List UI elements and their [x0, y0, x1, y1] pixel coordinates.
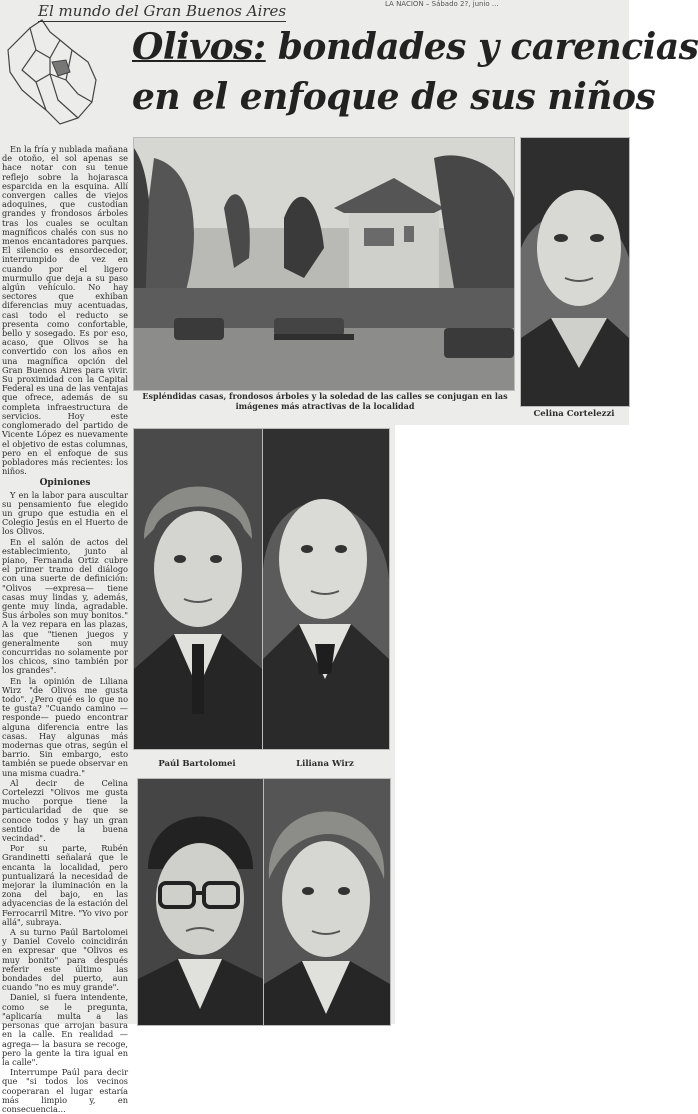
map-icon	[0, 10, 118, 130]
body-paragraph: Interrumpe Paúl para decir que "si todos los vecinos cooperaran el lugar estaría más limpio y, en consecuencia...	[2, 1067, 128, 1114]
headline	[132, 22, 698, 122]
article-body	[2, 144, 128, 1114]
body-paragraph: Al decir de Celina Cortelezzi "Olivos me gusta mucho porque tiene la particularidad de que se conoce todos y hay un gran sentido de la buena vecindad".	[2, 777, 128, 844]
portrait-paul-image	[134, 429, 262, 749]
portrait-boy-image	[264, 779, 390, 1025]
street-photo-image	[134, 138, 514, 390]
headline-line-2: en el enfoque de sus niños	[132, 76, 656, 118]
portrait-boy-glasses	[137, 778, 264, 1026]
headline-line-1-rest: bondades y carencias	[277, 26, 698, 68]
portrait-boy	[263, 778, 391, 1026]
street-photo	[133, 137, 515, 391]
headline-line-1	[132, 22, 698, 72]
street-photo-caption: Espléndidas casas, frondosos árboles y la soledad de las calles se conjugan en las imágenes más atractivas de la localidad	[142, 391, 508, 411]
portrait-paul	[133, 428, 263, 750]
body-paragraph: Daniel, si fuera intendente, como se le pregunta, "aplicaría multa a las personas que arrojan basura en la calle. En realidad —agrega— la basura se recoge, pero la gente la tira igual en la calle".	[2, 992, 128, 1067]
section-kicker: El mundo del Gran Buenos Aires	[38, 2, 287, 20]
portrait-paul-caption: Paúl Bartolomei	[158, 759, 236, 769]
body-paragraph: Por su parte, Rubén Grandinetti señalará que le encanta la localidad, pero puntualizará la necesidad de mejorar la iluminación en la zona del bajo, en las adyacencias de la estación del Ferrocarril Mitre. "Yo vivo por allá", subraya.	[2, 843, 128, 927]
body-paragraph: Y en la labor para auscultar su pensamiento fue elegido un grupo que estudia en el Colegio Jesús en el Huerto de los Olivos.	[2, 489, 128, 537]
body-paragraph: En el salón de actos del establecimiento, junto al piano, Fernanda Ortiz cubre el primer tramo del diálogo con una suerte de definición: "Olivos —expresa— tiene casas muy lindas y, además, gente muy linda, agradable. Sus árboles son muy bonitos." A la vez repara en las plazas, las que "tienen juegos y generalmente son muy concurridas no solamente por los chicos, sino también por los grandes".	[2, 536, 128, 676]
body-paragraph: En la opinión de Liliana Wirz "de Olivos me gusta todo". ¿Pero qué es lo que no te gusta? "Cuando camino —responde— puedo encontrar alguna diferencia entre las casas. Hay algunas más modernas que otras, según el barrio. Sin embargo, esto también se puede observar en una misma cuadra."	[2, 675, 128, 778]
portrait-celina	[520, 137, 630, 407]
portrait-liliana-image	[263, 429, 389, 749]
portrait-liliana	[262, 428, 390, 750]
masthead-strip: LA NACION – Sábado 2?, junio ...	[385, 0, 499, 8]
headline-place: Olivos:	[132, 26, 266, 68]
portrait-celina-image	[521, 138, 629, 406]
body-paragraph: En la fría y nublada mañana de otoño, el sol apenas se hace notar con su tenue reflejo sobre la hojarasca esparcida en la esquina. Allí convergen calles de viejos adoquines, que custodian grandes y frondosos árboles tras los cuales se ocultan magníficos chalés con sus no menos encantadores parques. El silencio es ensordecedor, interrumpido de vez en cuando por el ligero murmullo que deja a su paso algún vehículo. No hay sectores que exhiban diferencias muy acentuadas, casi todo el reducto se presenta como confortable, bello y sosegado. Es por eso, acaso, que Olivos se ha convertido con los años en una magnífica opción del Gran Buenos Aires para vivir. Su proximidad con la Capital Federal es una de las ventajas que ofrece, además de su completa infraestructura de servicios. Hoy este conglomerado del partido de Vicente López es nuevamente el objetivo de estas columnas, pero en el enfoque de sus pobladores más recientes: los niños.	[2, 144, 128, 477]
portrait-celina-caption: Celina Cortelezzi	[533, 409, 615, 419]
body-paragraph: A su turno Paúl Bartolomei y Daniel Covelo coincidirán en expresar que "Olivos es muy bonito" para después referir este último las bondades del puerto, aun cuando "no es muy grande".	[2, 927, 128, 993]
portrait-liliana-caption: Liliana Wirz	[296, 759, 354, 769]
portrait-boy-glasses-image	[138, 779, 263, 1025]
subhead: Opiniones	[39, 478, 91, 489]
